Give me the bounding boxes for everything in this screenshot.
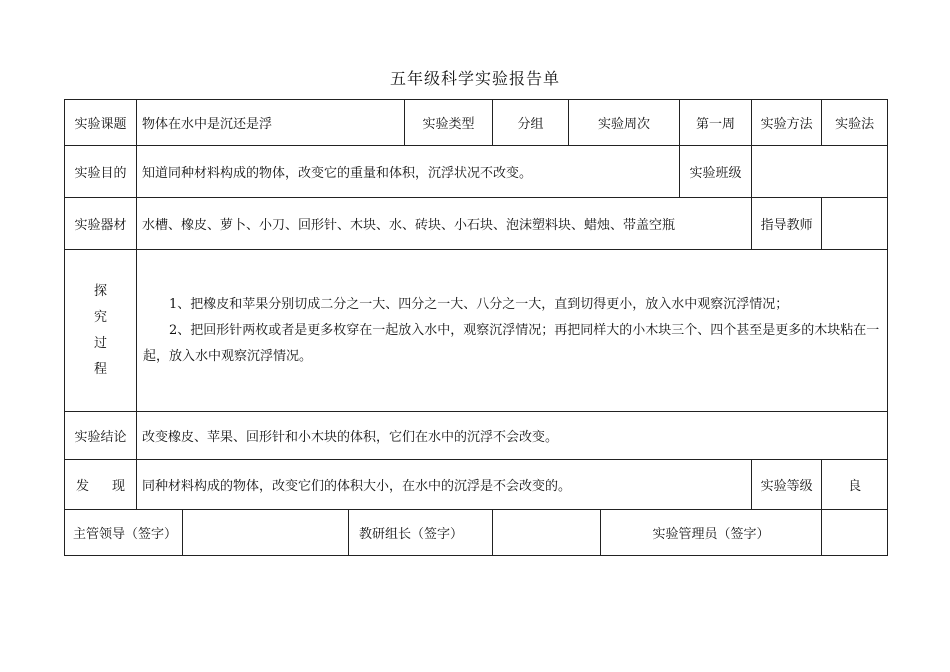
- grade-value: 良: [822, 460, 888, 510]
- leader-label: 主管领导（签字）: [65, 510, 183, 556]
- type-value: 分组: [493, 100, 569, 146]
- week-value: 第一周: [680, 100, 752, 146]
- discovery-label-char: 现: [111, 479, 125, 494]
- leader-value: [183, 510, 349, 556]
- topic-value: 物体在水中是沉还是浮: [137, 100, 405, 146]
- method-label: 实验方法: [752, 100, 822, 146]
- row-discovery: [65, 460, 888, 510]
- week-label: 实验周次: [569, 100, 680, 146]
- discovery-label-char: 发: [76, 479, 90, 494]
- teacher-label: 指导教师: [752, 198, 822, 250]
- materials-value: 水槽、橡皮、萝卜、小刀、回形针、木块、水、砖块、小石块、泡沫塑料块、蜡烛、带盖空瓶: [137, 198, 752, 250]
- row-signatures: [65, 510, 888, 556]
- grade-label: 实验等级: [752, 460, 822, 510]
- process-label-char: 究: [93, 309, 107, 325]
- head-label: 教研组长（签字）: [349, 510, 493, 556]
- process-label: [65, 250, 137, 412]
- process-label-char: 探: [93, 283, 107, 299]
- class-value: [752, 146, 888, 198]
- row-conclusion: [65, 412, 888, 460]
- page-title: 五年级科学实验报告单: [389, 69, 560, 88]
- conclusion-value: 改变橡皮、苹果、回形针和小木块的体积，它们在水中的沉浮不会改变。: [137, 412, 888, 460]
- method-value: 实验法: [822, 100, 888, 146]
- process-step-1: 1、把橡皮和苹果分别切成二分之一大、四分之一大、八分之一大，直到切得更小，放入水中观察沉浮情况；: [169, 296, 789, 312]
- purpose-label: 实验目的: [65, 146, 137, 198]
- process-label-char: 程: [93, 361, 107, 377]
- row-materials: [65, 198, 888, 250]
- row-topic: [65, 100, 888, 146]
- purpose-value: 知道同种材料构成的物体，改变它的重量和体积，沉浮状况不改变。: [137, 146, 680, 198]
- process-label-char: 过: [93, 335, 107, 351]
- materials-label: 实验器材: [65, 198, 137, 250]
- head-value: [493, 510, 601, 556]
- row-purpose: [65, 146, 888, 198]
- type-label: 实验类型: [405, 100, 493, 146]
- admin-label: 实验管理员（签字）: [601, 510, 822, 556]
- conclusion-label: 实验结论: [65, 412, 137, 460]
- process-step-2: 2、把回形针两枚或者是更多枚穿在一起放入水中，观察沉浮情况；再把同样大的小木块三个、四个甚至是更多的木块粘在一起，放入水中观察沉浮情况。: [143, 322, 880, 364]
- class-label: 实验班级: [680, 146, 752, 198]
- discovery-value: 同种材料构成的物体，改变它们的体积大小，在水中的沉浮是不会改变的。: [137, 460, 752, 510]
- report-table: [64, 99, 888, 556]
- admin-value: [822, 510, 888, 556]
- process-content: [137, 250, 888, 412]
- discovery-label: [65, 460, 137, 510]
- row-process: [65, 250, 888, 412]
- teacher-value: [822, 198, 888, 250]
- topic-label: 实验课题: [65, 100, 137, 146]
